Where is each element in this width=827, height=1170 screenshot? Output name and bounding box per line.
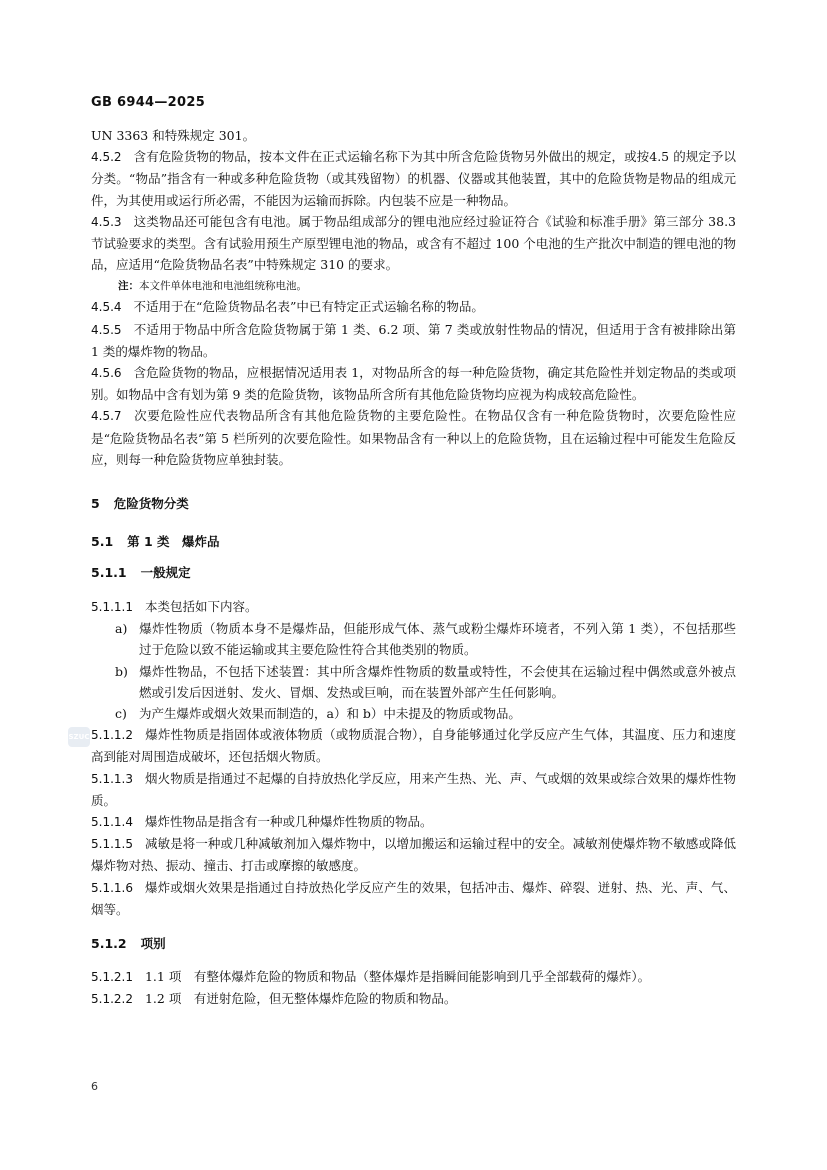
clause-4-5-7 <box>91 405 736 470</box>
section-number: 5.1.2 <box>91 936 127 952</box>
clause-number: 5.1.1.3 <box>91 771 133 786</box>
clause-text: 爆炸性物质是指固体或液体物质（或物质混合物），自身能够通过化学反应产生气体，其温度、压力和速度高到能对周围造成破坏，还包括烟火物质。 <box>91 727 736 765</box>
clause-5-1-1-5 <box>91 833 736 876</box>
clause-number: 4.5.4 <box>91 300 122 315</box>
section-5-heading <box>91 494 736 512</box>
clause-4-5-5 <box>91 319 736 362</box>
list-item-text: 为产生爆炸或烟火效果而制造的，a）和 b）中未提及的物质或物品。 <box>139 706 521 722</box>
clause-number: 4.5.6 <box>91 366 122 381</box>
section-title: 项别 <box>140 936 166 952</box>
clause-number: 4.5.5 <box>91 322 122 337</box>
clause-5-1-1-1 <box>91 596 736 618</box>
clause-text: 减敏是将一种或几种减敏剂加入爆炸物中，以增加搬运和运输过程中的安全。减敏剂使爆炸物不敏感或降低爆炸物对热、振动、撞击、打击或摩擦的敏感度。 <box>91 836 736 874</box>
page-number: 6 <box>91 1080 98 1093</box>
section-title: 一般规定 <box>140 565 191 581</box>
clause-number: 5.1.1.5 <box>91 837 133 852</box>
clause-text: 不适用于物品中所含危险货物属于第 1 类、6.2 项、第 7 类或放射性物品的情况，但适用于含有被排除出第 1 类的爆炸物的物品。 <box>91 321 736 359</box>
clause-text: 爆炸性物品是指含有一种或几种爆炸性物质的物品。 <box>144 814 433 830</box>
clause-number: 4.5.7 <box>91 409 122 424</box>
clause-5-1-1-4 <box>91 811 736 833</box>
clause-text: 次要危险性应代表物品所含有其他危险货物的主要危险性。在物品仅含有一种危险货物时，次要危险性应是“危险货物品名表”第 5 栏所列的次要危险性。如果物品含有一种以上的危险货物，且在运输过程中可能发生危险反应，则每一种危险货物应单独封装。 <box>91 408 736 467</box>
section-number: 5 <box>91 496 100 512</box>
clause-number: 5.1.2.1 <box>91 970 133 985</box>
clause-text: 1.2 项 有迸射危险，但无整体爆炸危险的物质和物品。 <box>144 991 457 1007</box>
clause-text: 含危险货物的物品，应根据情况适用表 1，对物品所含的每一种危险货物，确定其危险性并划定物品的类或项别。如物品中含有划为第 9 类的危险货物，该物品所含所有其他危险货物均应视为构成较高危险性。 <box>91 365 736 403</box>
clause-5-1-2-2 <box>91 988 736 1010</box>
document-code-header: GB 6944—2025 <box>91 95 206 110</box>
watermark-logo: SZUC <box>68 727 90 747</box>
note-label: 注： <box>118 280 139 293</box>
paragraph-continuation: UN 3363 和特殊规定 301。 <box>91 128 256 143</box>
clause-number: 4.5.3 <box>91 214 122 229</box>
clause-number: 4.5.2 <box>91 150 122 165</box>
clause-number: 5.1.1.2 <box>91 728 133 743</box>
section-title: 危险货物分类 <box>113 496 189 512</box>
page-body <box>91 125 736 1011</box>
clause-number: 5.1.2.2 <box>91 992 133 1007</box>
list-item-text: 爆炸性物品，不包括下述装置：其中所含爆炸性物质的数量或特性，不会使其在运输过程中偶然或意外被点燃或引发后因迸射、发火、冒烟、发热或巨响，而在装置外部产生任何影响。 <box>139 663 736 700</box>
clause-4-5-3 <box>91 211 736 276</box>
list-item-b <box>91 661 736 703</box>
clause-5-1-1-2 <box>91 724 736 767</box>
clause-number: 5.1.1.4 <box>91 815 133 830</box>
list-item-text: 爆炸性物质（物质本身不是爆炸品，但能形成气体、蒸气或粉尘爆炸环境者，不列入第 1 类），不包括那些过于危险以致不能运输或其主要危险性符合其他类别的物质。 <box>139 621 736 658</box>
clause-text: 含有危险货物的物品，按本文件在正式运输名称下为其中所含危险货物另外做出的规定，或按4.5 的规定予以分类。“物品”指含有一种或多种危险货物（或其残留物）的机器、仪器或其他装置，其中的危险货物是物品的组成元件，为其使用或运行所必需，不能因为运输而拆除。内包装不应是一种物品。 <box>91 149 736 208</box>
clause-text: 这类物品还可能包含有电池。属于物品组成部分的锂电池应经过验证符合《试验和标准手册》第三部分 38.3 节试验要求的类型。含有试验用预生产原型锂电池的物品，或含有不超过 100 个电池的生产批次中制造的锂电池的物品，应适用“危险货物品名表”中特殊规定 310 的要求。 <box>91 213 736 273</box>
clause-5-1-2-1 <box>91 966 736 988</box>
section-5-1-heading <box>91 532 736 550</box>
list-item-a <box>91 618 736 660</box>
clause-number: 5.1.1.1 <box>91 600 133 615</box>
list-marker: c) <box>115 706 127 722</box>
clause-text: 1.1 项 有整体爆炸危险的物质和物品（整体爆炸是指瞬间能影响到几乎全部载荷的爆炸）。 <box>144 969 651 985</box>
note <box>118 278 736 294</box>
section-5-1-1-heading <box>91 563 736 581</box>
section-number: 5.1.1 <box>91 565 127 581</box>
list-item-c <box>91 703 736 724</box>
clause-5-1-1-6 <box>91 877 736 920</box>
list-marker: a) <box>115 621 128 637</box>
section-title: 第 1 类 爆炸品 <box>127 534 220 550</box>
clause-4-5-2 <box>91 146 736 211</box>
clause-number: 5.1.1.6 <box>91 880 133 895</box>
section-number: 5.1 <box>91 534 114 550</box>
note-text: 本文件单体电池和电池组统称电池。 <box>139 280 307 293</box>
clause-text: 本类包括如下内容。 <box>144 599 258 615</box>
list-marker: b) <box>115 663 128 679</box>
clause-text: 不适用于在“危险货物品名表”中已有特定正式运输名称的物品。 <box>133 299 484 315</box>
clause-4-5-4 <box>91 296 736 318</box>
section-5-1-2-heading <box>91 934 736 952</box>
clause-4-5-6 <box>91 362 736 405</box>
clause-5-1-1-3 <box>91 768 736 811</box>
clause-text: 爆炸或烟火效果是指通过自持放热化学反应产生的效果，包括冲击、爆炸、碎裂、迸射、热、光、声、气、烟等。 <box>91 879 736 917</box>
clause-text: 烟火物质是指通过不起爆的自持放热化学反应，用来产生热、光、声、气或烟的效果或综合效果的爆炸性物质。 <box>91 770 736 808</box>
